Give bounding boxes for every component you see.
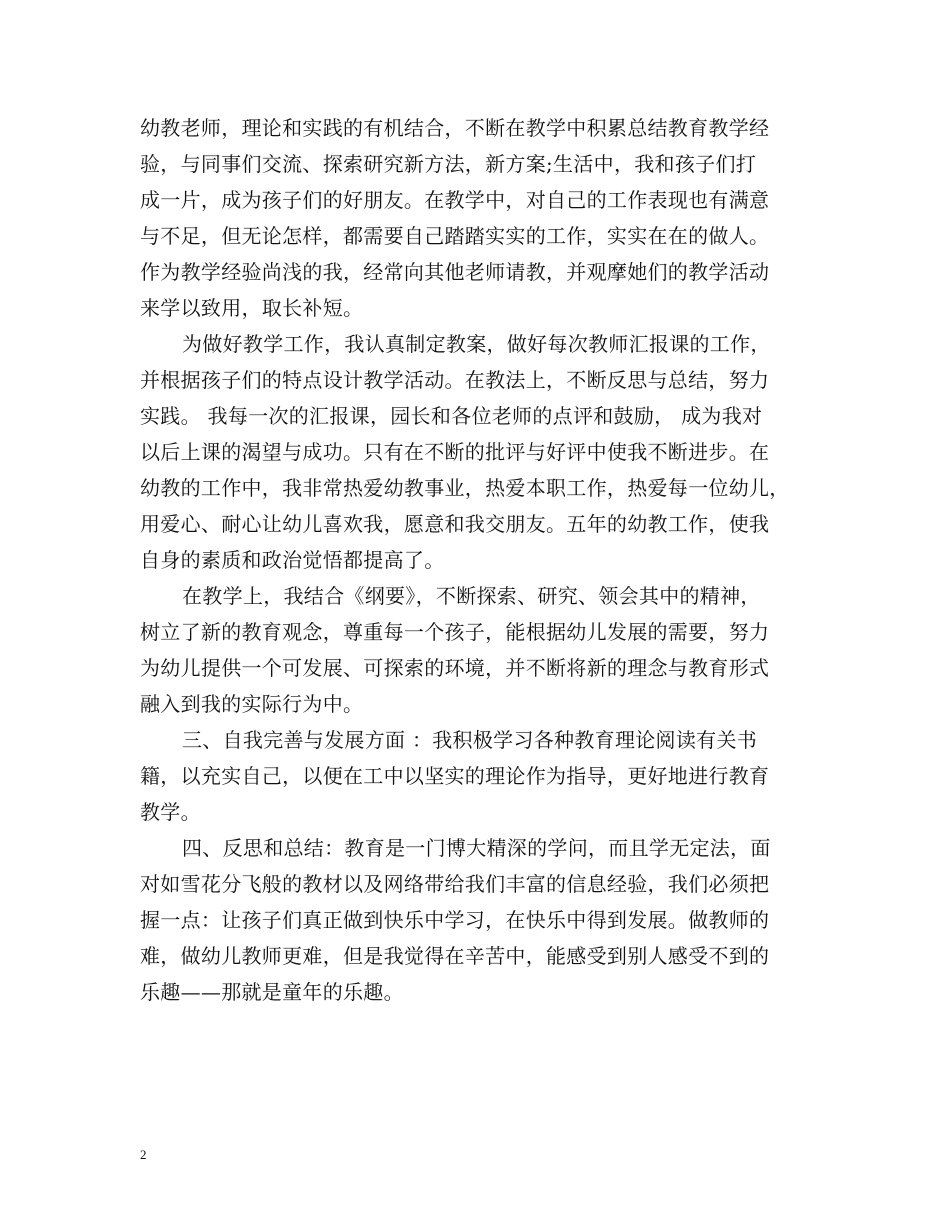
text-line: 与不足，但无论怎样，都需要自己踏踏实实的工作，实实在在的做人。 xyxy=(140,224,770,248)
text-line: 对如雪花分飞般的教材以及网络带给我们丰富的信息经验，我们必须把 xyxy=(140,872,770,896)
text-line: 在教学上，我结合《纲要》，不断探索、研究、领会其中的精神， xyxy=(182,584,761,608)
text-line: 三、自我完善与发展方面 ：我积极学习各种教育理论阅读有关书 xyxy=(182,728,758,752)
text-line: 难，做幼儿教师更难，但是我觉得在辛苦中，能感受到别人感受不到的 xyxy=(140,944,770,968)
text-line: 四、反思和总结：教育是一门博大精深的学问，而且学无定法，面 xyxy=(182,836,771,860)
text-line: 幼教的工作中，我非常热爱幼教事业，热爱本职工作，热爱每一位幼儿， xyxy=(140,476,790,500)
text-line: 为做好教学工作，我认真制定教案，做好每次教师汇报课的工作， xyxy=(182,332,771,356)
text-line: 教学。 xyxy=(140,800,201,824)
text-line: 成一片，成为孩子们的好朋友。在教学中，对自己的工作表现也有满意 xyxy=(140,188,770,212)
text-line: 握一点：让孩子们真正做到快乐中学习，在快乐中得到发展。做教师的 xyxy=(140,908,770,932)
text-line: 乐趣——那就是童年的乐趣。 xyxy=(140,980,404,1004)
text-line: 融入到我的实际行为中。 xyxy=(140,692,364,716)
text-line: 自身的素质和政治觉悟都提高了。 xyxy=(140,548,445,572)
text-line: 籍，以充实自己，以便在工中以坚实的理论作为指导，更好地进行教育 xyxy=(140,764,770,788)
page-number: 2 xyxy=(140,1147,147,1162)
text-line: 以后上课的渴望与成功。只有在不断的批评与好评中使我不断进步。在 xyxy=(140,440,770,464)
text-line: 幼教老师，理论和实践的有机结合，不断在教学中积累总结教育教学经 xyxy=(140,116,770,140)
text-line: 作为教学经验尚浅的我，经常向其他老师请教，并观摩她们的教学活动 xyxy=(140,260,770,284)
text-line: 树立了新的教育观念，尊重每一个孩子，能根据幼儿发展的需要，努力 xyxy=(140,620,770,644)
text-line: 实践。 我每一次的汇报课，园长和各位老师的点评和鼓励， 成为我对 xyxy=(140,404,763,428)
text-line: 来学以致用，取长补短。 xyxy=(140,296,364,320)
text-line: 验，与同事们交流、探索研究新方法，新方案;生活中，我和孩子们打 xyxy=(140,152,757,176)
text-line: 用爱心、耐心让幼儿喜欢我，愿意和我交朋友。五年的幼教工作，使我 xyxy=(140,512,770,536)
text-line: 并根据孩子们的特点设计教学活动。在教法上，不断反思与总结，努力 xyxy=(140,368,770,392)
text-line: 为幼儿提供一个可发展、可探索的环境，并不断将新的理念与教育形式 xyxy=(140,656,770,680)
